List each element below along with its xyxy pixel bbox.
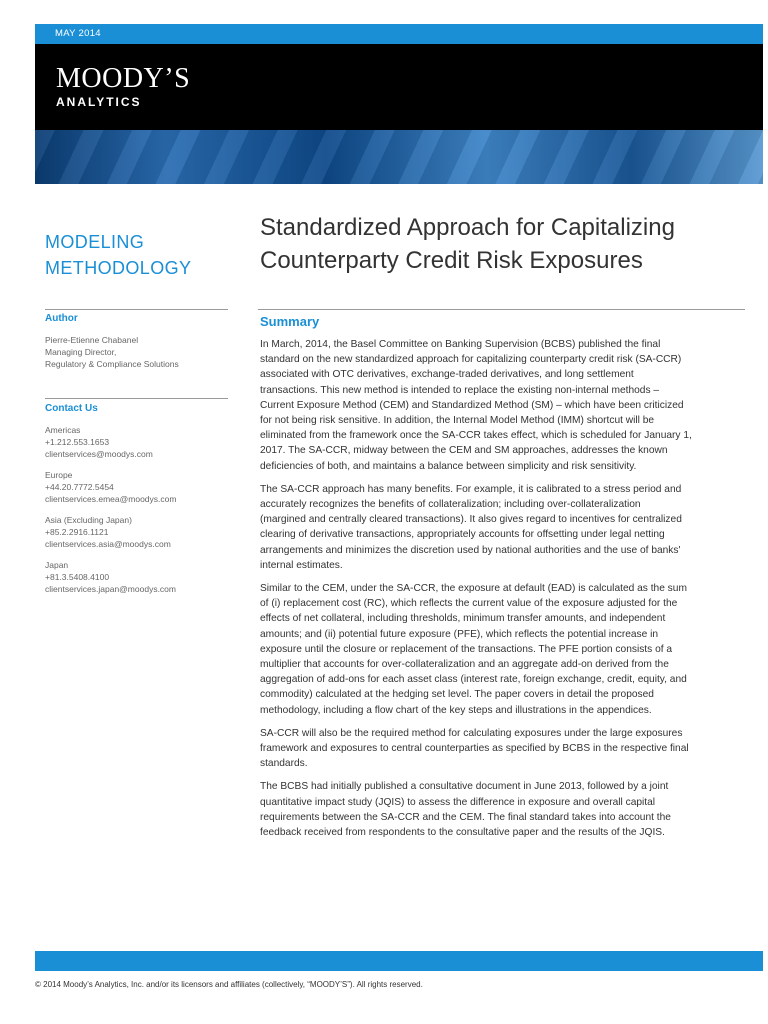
text-line: amounts; and (ii) potential future exposure (PFE), which reflects the potential increase in (260, 628, 659, 640)
contact-region: Asia (Excluding Japan) (45, 515, 132, 525)
sidebar-divider (45, 309, 228, 310)
date-bar (35, 24, 763, 44)
text-line: effects of net collateral, including thresholds, minimum transfer amounts, and independent (260, 613, 666, 625)
text-line: exposure until the closure or replacement of the transactions. The PFE portion consists of a (260, 643, 673, 655)
author-name: Pierre-Etienne Chabanel (45, 335, 139, 345)
logo-wordmark: MOODY’S (56, 63, 191, 94)
text-line: commodity) calculated at the hedging set level. The paper covers in detail the proposed (260, 689, 654, 701)
text-line: The BCBS had initially published a consultative document in June 2013, followed by a joint (260, 781, 669, 793)
title-line: Counterparty Credit Risk Exposures (260, 247, 643, 274)
text-line: of (i) replacement cost (RC), which reflects the current value of the exposure adjusted for the (260, 598, 678, 610)
copyright-notice: © 2014 Moody’s Analytics, Inc. and/or its licensors and affiliates (collectively, “MOODY’S”). All rights reserved. (35, 980, 423, 989)
summary-paragraph (260, 779, 720, 840)
banner-image (35, 130, 763, 184)
contact-phone: +1.212.553.1653 (45, 437, 110, 447)
text-line: for not being risk sensitive. In addition, the Internal Model Method (IMM) shortcut will be (260, 415, 655, 427)
contact-region: Japan (45, 560, 69, 570)
summary-paragraph (260, 726, 720, 772)
author-role: Managing Director, (45, 347, 117, 357)
contact-email[interactable]: clientservices@moodys.com (45, 449, 153, 459)
contact-region: Europe (45, 470, 73, 480)
text-line: Similar to the CEM, under the SA-CCR, the exposure at default (EAD) is calculated as the sum (260, 583, 687, 595)
publication-date: MAY 2014 (55, 28, 101, 39)
title-line: Standardized Approach for Capitalizing (260, 214, 675, 241)
text-line: SA-CCR will also be the required method for calculating exposures under the large exposures (260, 727, 683, 739)
section-label-line: METHODOLOGY (45, 258, 192, 278)
header-banner (35, 44, 763, 184)
summary-body (260, 337, 720, 848)
summary-paragraph (260, 482, 720, 573)
text-line: standard on the new standardized approach for capitalizing counterparty credit risk (SA-CCR) (260, 354, 682, 366)
author-heading: Author (45, 313, 78, 324)
main-divider (258, 309, 745, 310)
text-line: The SA-CCR approach has many benefits. For example, it is calibrated to a stress period and (260, 483, 682, 495)
logo-subtitle: ANALYTICS (56, 95, 142, 109)
contact-group-asia (45, 514, 235, 550)
contact-divider (45, 398, 228, 399)
contact-email[interactable]: clientservices.emea@moodys.com (45, 494, 177, 504)
footer-bar (35, 951, 763, 971)
text-line: accurately recognizes the benefits of collateralization; including over-collateralization (260, 499, 641, 511)
author-department: Regulatory & Compliance Solutions (45, 359, 179, 369)
summary-paragraph (260, 337, 720, 474)
text-line: 2017. The SA-CCR, midway between the CEM and SM approaches, addresses the known (260, 445, 668, 457)
contact-email[interactable]: clientservices.asia@moodys.com (45, 539, 171, 549)
contact-list (45, 424, 235, 604)
contact-phone: +81.3.5408.4100 (45, 572, 110, 582)
text-line: deficiencies of both, and maintains a balance between simplicity and risk sensitivity. (260, 460, 637, 472)
text-line: quantitative impact study (JQIS) to assess the difference in exposure and overall capital (260, 796, 656, 808)
text-line: multiplier that accounts for over-collateralization and an aggregate add-on derived from the (260, 659, 669, 671)
contact-phone: +85.2.2916.1121 (45, 527, 109, 537)
contact-group-americas (45, 424, 235, 460)
contact-email[interactable]: clientservices.japan@moodys.com (45, 584, 176, 594)
text-line: Current Exposure Method (CEM) and Standardized Method (SM) – which have been criticized (260, 399, 684, 411)
text-line: clearing of derivative transactions, appropriately accounts for offsetting under legal netting (260, 529, 665, 541)
text-line: arrangements and minimizes the discretion used by national authorities and the use of banks' (260, 544, 681, 556)
text-line: framework and exposures to central counterparties as specified by BCBS in the respective final (260, 743, 689, 755)
text-line: internal estimates. (260, 559, 343, 571)
text-line: eliminated from the framework once the SA-CCR takes effect, which is scheduled for January 1, (260, 430, 692, 442)
text-line: standards. (260, 758, 308, 770)
document-title (260, 211, 740, 277)
text-line: associated with OTC derivatives, exchange-traded derivatives, and long settlement (260, 369, 634, 381)
contact-region: Americas (45, 425, 81, 435)
moodys-analytics-logo (56, 64, 190, 109)
contact-group-europe (45, 469, 235, 505)
author-info (45, 334, 235, 370)
contact-group-japan (45, 559, 235, 595)
text-line: In March, 2014, the Basel Committee on Banking Supervision (BCBS) published the final (260, 339, 661, 350)
text-line: methodology, including a flow chart of the key steps and illustrations in the appendices. (260, 704, 652, 716)
text-line: feedback received from respondents to the consultative paper and the results of the JQIS. (260, 827, 665, 839)
text-line: (margined and centrally cleared transactions). It also gives regard to incentives for centralized (260, 514, 682, 526)
text-line: transactions. This new method is intended to replace the existing non-internal methods – (260, 384, 660, 396)
text-line: requirements between the SA-CCR and the CEM. The final standard takes into account the (260, 811, 671, 823)
contact-phone: +44.20.7772.5454 (45, 482, 114, 492)
section-label-line: MODELING (45, 232, 145, 252)
text-line: aggregation of add-ons for each asset class (interest rate, foreign exchange, credit, equity, and (260, 674, 687, 686)
summary-heading: Summary (260, 314, 320, 329)
summary-paragraph (260, 581, 720, 718)
section-label (45, 229, 191, 281)
contact-heading: Contact Us (45, 403, 98, 414)
